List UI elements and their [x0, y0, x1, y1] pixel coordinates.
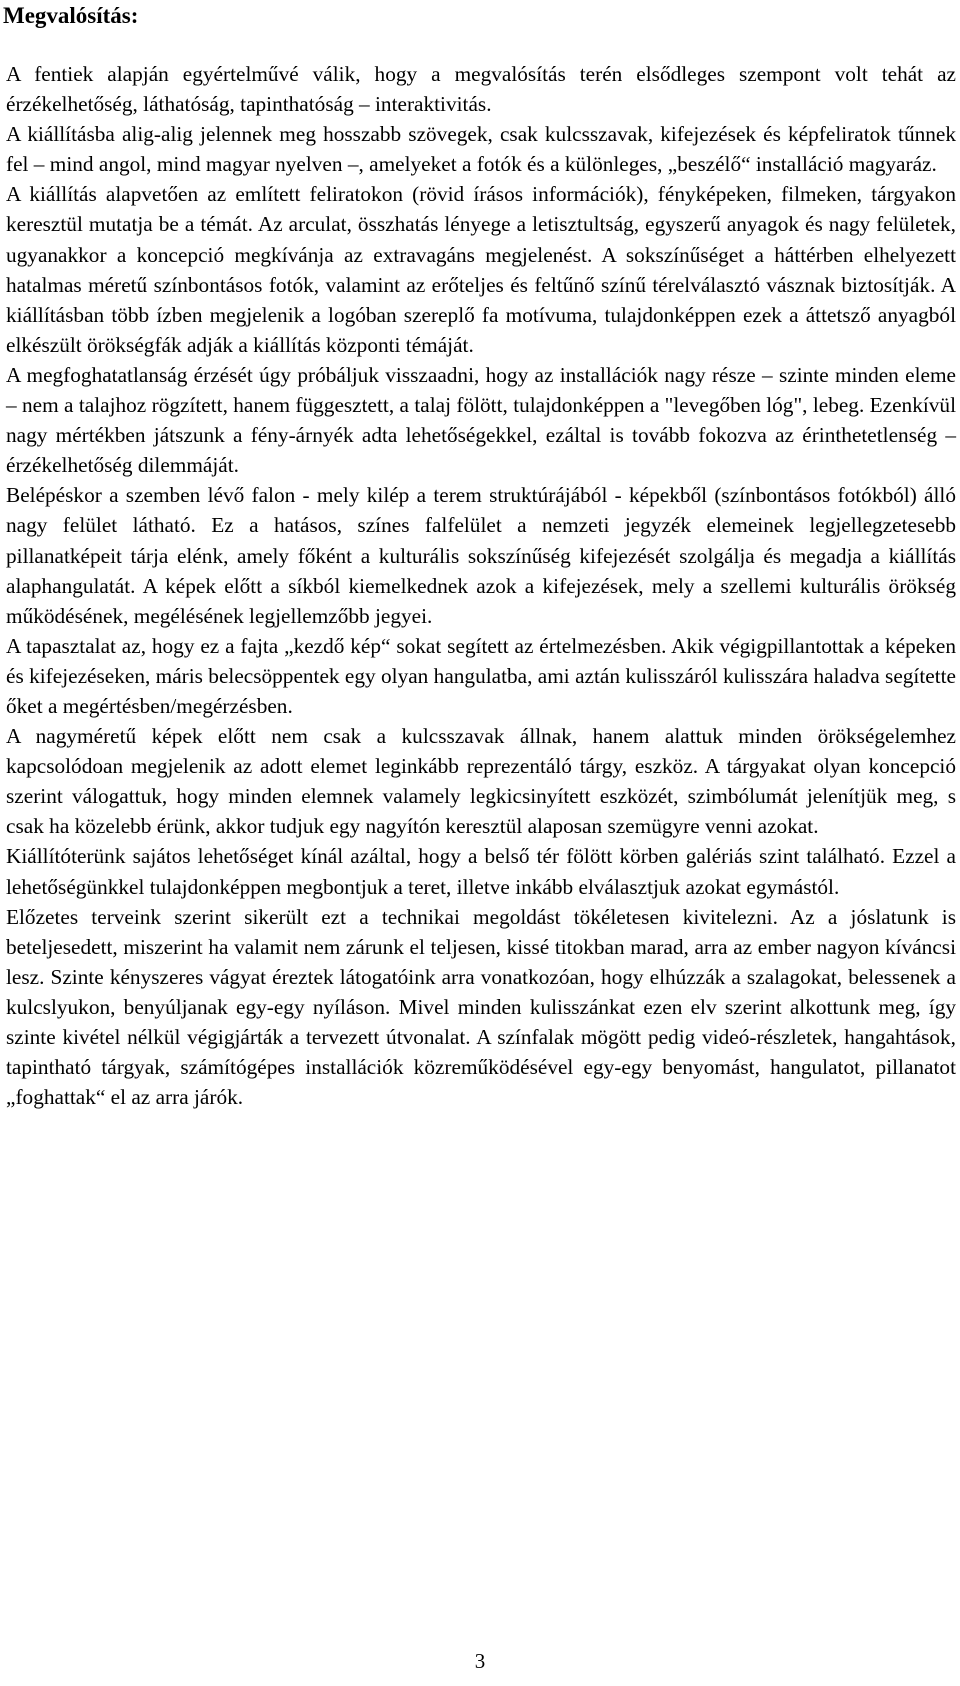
paragraph: Előzetes terveink szerint sikerült ezt a technikai megoldást tökéletesen kivitelezni. Az a jóslatunk is beteljesedett, miszerint ha valamit nem zárunk el teljesen, kissé titokban marad, arra az ember nagyon kíváncsi lesz. Szinte kényszeres vágyat éreztek látogatóink arra vonatkozóan, hogy elhúzzák a szalagokat, belessenek a kulcslyukon, benyúljanak egy-egy nyíláson. Mivel minden kulisszánkat ezen elv szerint alkottunk meg, így szinte kivétel nélkül végigjárták a tervezett útvonalat. A színfalak mögött pedig videó-részletek, hangahtások, tapintható tárgyak, számítógépes installációk közreműködésével egy-egy benyomást, hangulatot, pillanatot „foghattak“ el az arra járók. — [6, 904, 956, 1110]
page-number: 3 — [474, 1649, 486, 1673]
body-text — [6, 59, 956, 1112]
section-heading: Megvalósítás: — [3, 3, 139, 28]
paragraph: A megfoghatatlanság érzését úgy próbáljuk visszaadni, hogy az installációk nagy része – szinte minden eleme – nem a talajhoz rögzített, hanem függesztett, a talaj fölött, tulajdonképpen a "levegőben lóg", lebeg. Ezenkívül nagy mértékben játszunk a fény-árnyék adta lehetőségekkel, ezáltal is tovább fokozva az érinthetetlenség – érzékelhetőség dilemmáját. — [6, 362, 956, 478]
paragraph: A tapasztalat az, hogy ez a fajta „kezdő kép“ sokat segített az értelmezésben. Akik végigpillantottak a képeken és kifejezéseken, máris belecsöppentek egy olyan hangulatba, ami aztán kulisszáról kulisszára haladva segítette őket a megértésben/megérzésben. — [6, 633, 956, 718]
paragraph: A fentiek alapján egyértelművé válik, hogy a megvalósítás terén elsődleges szempont volt tehát az érzékelhetőség, láthatóság, tapinthatóság – interaktivitás. — [6, 62, 956, 117]
paragraph: A kiállításba alig-alig jelennek meg hosszabb szövegek, csak kulcsszavak, kifejezések és képfeliratok tűnnek fel – mind angol, mind magyar nyelven –, amelyeket a fotók és a különleges, „beszélő“ installáció magyaráz. — [6, 122, 956, 177]
paragraph: Kiállítóterünk sajátos lehetőséget kínál azáltal, hogy a belső tér fölött körben galériás szint található. Ezzel a lehetőségünkkel tulajdonképpen megbontjuk a teret, illetve inkább elválasztjuk azokat egymástól. — [6, 844, 956, 899]
paragraph: A kiállítás alapvetően az említett feliratokon (rövid írásos információk), fényképeken, filmeken, tárgyakon keresztül mutatja be a témát. Az arculat, összhatás lényege a letisztultság, egyszerű anyagok és nagy felületek, ugyanakkor a koncepció megkívánja az extravagáns megjelenést. A sokszínűséget a háttérben elhelyezett hatalmas méretű színbontásos fotók, valamint az erőteljes és feltűnő színű térelválasztó vásznak biztosítják. A kiállításban több ízben megjelenik a logóban szereplő fa motívuma, tulajdonképpen ezek a áttetsző anyagból elkészült örökségfák adják a kiállítás központi témáját. — [6, 182, 956, 357]
paragraph: A nagyméretű képek előtt nem csak a kulcsszavak állnak, hanem alattuk minden örökségelemhez kapcsolódoan megjelenik az adott elemet leginkább reprezentáló tárgy, eszköz. A tárgyakat olyan koncepció szerint válogattuk, hogy minden elemnek valamely legkicsinyített eszközét, szimbólumát jelenítjük meg, s csak ha közelebb érünk, akkor tudjuk egy nagyítón keresztül alaposan szemügyre venni azokat. — [6, 724, 956, 839]
paragraph: Belépéskor a szemben lévő falon - mely kilép a terem struktúrájából - képekből (színbontásos fotókból) álló nagy felület látható. Ez a hatásos, színes falfelület a nemzeti jegyzék elemeinek legjellegzetesebb pillanatképeit tárja elénk, amely főként a kulturális sokszínűség kifejezését szolgálja és megadja a kiállítás alaphangulatát. A képek előtt a síkból kiemelkednek azok a kifejezések, mely a szellemi kulturális örökség működésének, megélésének legjellemzőbb jegyei. — [6, 483, 956, 628]
